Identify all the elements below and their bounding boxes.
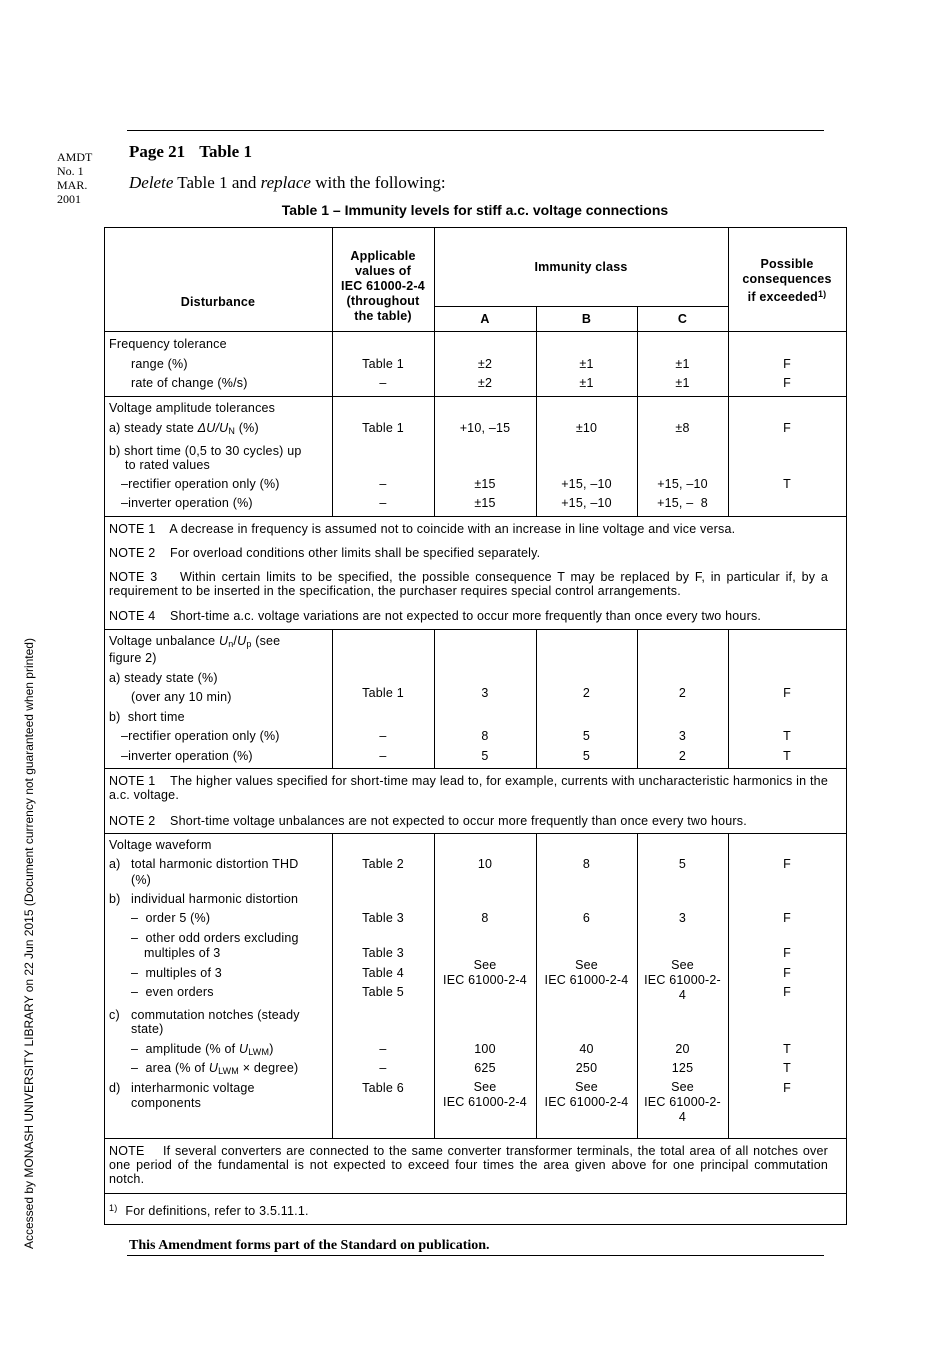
access-note: Accessed by MONASH UNIVERSITY LIBRARY on 22 Jun 2015 (Document currency not guaranteed when printed) [22, 638, 36, 1249]
cell-applicable: – [379, 749, 387, 763]
amdt-line: 2001 [57, 192, 81, 206]
cell-c: +15, – 8 [657, 496, 708, 510]
label-text: ) [269, 1042, 274, 1056]
grid-line [104, 516, 846, 517]
label-symbol: U [239, 1042, 249, 1056]
cell-a [434, 958, 536, 988]
cell-consequence: F [783, 1081, 791, 1095]
instruction-word: replace [260, 173, 311, 192]
footer-rule [127, 1255, 824, 1256]
label-symbol: U [208, 1061, 219, 1075]
note: NOTE 2 Short-time voltage unbalances are not expected to occur more frequently than once every two hours. [109, 814, 747, 828]
label-symbol: U [218, 634, 229, 648]
see-text: IEC 61000-2- [644, 1095, 721, 1109]
grid-line [104, 1138, 846, 1139]
cell-b: +15, –10 [561, 477, 612, 491]
label-subscript: LWM [218, 1066, 240, 1076]
cell-c: 3 [678, 911, 687, 925]
cell-b: ±10 [575, 421, 598, 435]
grid-line [434, 306, 728, 307]
cell-consequence: T [783, 729, 791, 743]
row-label: interharmonic voltage [131, 1081, 255, 1095]
cell-a: ±15 [474, 496, 496, 510]
see-text: See [671, 1080, 694, 1094]
row-label [109, 420, 259, 439]
row-label: commutation notches (steady [131, 1008, 300, 1022]
row-label: individual harmonic distortion [131, 892, 299, 906]
cell-c: ±1 [675, 376, 690, 390]
footer-text: This Amendment forms part of the Standard on publication. [129, 1238, 490, 1253]
header-line: the table) [354, 309, 412, 323]
see-text: IEC 61000-2-4 [544, 973, 629, 987]
see-text: 4 [678, 1110, 687, 1124]
row-label: – multiples of 3 [131, 966, 222, 980]
instruction [129, 173, 446, 193]
col-consequences [728, 257, 846, 305]
see-text: IEC 61000-2-4 [544, 1095, 629, 1109]
cell-c: 5 [678, 857, 687, 871]
item-letter: a) [109, 857, 121, 871]
header-line: IEC 61000-2-4 [341, 279, 425, 293]
row-label: figure 2) [109, 651, 157, 665]
cell-c: +15, –10 [657, 477, 708, 491]
cell-b: 250 [575, 1061, 598, 1075]
page-number: Page 21 [129, 142, 186, 161]
footnote-text: For definitions, refer to 3.5.11.1. [125, 1204, 309, 1218]
cell-b: 5 [582, 729, 591, 743]
row-label: – other odd orders excluding [131, 931, 299, 945]
header-line: (throughout [346, 294, 420, 308]
cell-applicable: Table 4 [362, 966, 404, 980]
cell-a: 100 [474, 1042, 496, 1056]
row-label: –rectifier operation only (%) [121, 729, 280, 743]
cell-applicable: – [379, 1042, 387, 1056]
cell-b [536, 958, 637, 988]
cell-consequence: T [783, 1042, 791, 1056]
item-letter: d) [109, 1081, 121, 1095]
instruction-text: with the following: [310, 173, 446, 192]
cell-applicable: Table 1 [362, 421, 404, 435]
col-immunity-class: Immunity class [534, 260, 628, 274]
cell-b: 6 [582, 911, 591, 925]
cell-consequence: F [783, 686, 791, 700]
label-text: × degree) [239, 1061, 299, 1075]
cell-applicable: Table 1 [362, 357, 404, 371]
note: NOTE 1 The higher values specified for short-time may lead to, for example, currents with uncharacteristic harmonics in the a.c. voltage. [109, 774, 832, 802]
cell-consequence: T [783, 477, 791, 491]
col-applicable [332, 249, 434, 324]
see-text: See [473, 1080, 497, 1094]
cell-applicable: Table 6 [362, 1081, 404, 1095]
label-subscript: LWM [248, 1047, 270, 1057]
col-class-c: C [677, 312, 688, 326]
cell-consequence: F [783, 421, 791, 435]
cell-c: 3 [678, 729, 687, 743]
header-line-text: if exceeded [747, 290, 818, 304]
amdt-line: No. 1 [57, 164, 84, 178]
see-text: See [473, 958, 497, 972]
see-text: IEC 61000-2-4 [443, 1095, 527, 1109]
cell-c: 2 [678, 749, 687, 763]
row-label: range (%) [131, 357, 188, 371]
label-text: / [233, 634, 238, 648]
cell-b: 5 [582, 749, 591, 763]
table-caption: Table 1 – Immunity levels for stiff a.c. voltage connections [281, 202, 669, 218]
label-subscript: n [228, 639, 234, 649]
row-label: to rated values [125, 458, 210, 472]
cell-applicable: – [379, 729, 387, 743]
label-text: – area (% of [131, 1061, 209, 1075]
cell-a: 5 [481, 749, 489, 763]
instruction-word: Delete [129, 173, 174, 192]
header-line: Applicable [350, 249, 416, 263]
note: NOTE 2 For overload conditions other limits shall be specified separately. [109, 546, 541, 560]
footnote-ref: 1) [817, 289, 827, 299]
item-letter: c) [109, 1008, 120, 1022]
cell-a: 3 [481, 686, 489, 700]
col-class-b: B [581, 312, 592, 326]
cell-a: 625 [474, 1061, 496, 1075]
cell-applicable: Table 2 [362, 857, 404, 871]
label-text: a) steady state [109, 421, 198, 435]
cell-c [637, 1080, 728, 1125]
label-subscript: N [228, 426, 236, 436]
cell-applicable: Table 5 [362, 985, 404, 999]
row-label: b) short time (0,5 to 30 cycles) up [109, 444, 302, 458]
grid-line [104, 629, 846, 630]
row-label: – even orders [131, 985, 214, 999]
label-symbol: ΔU/U [197, 421, 229, 435]
cell-b: 40 [579, 1042, 594, 1056]
cell-applicable: – [379, 376, 387, 390]
grid-line [104, 396, 846, 397]
cell-a: 8 [481, 911, 489, 925]
header-line: Possible [760, 257, 814, 271]
table-ref: Table 1 [199, 142, 252, 161]
cell-a: +10, –15 [459, 421, 511, 435]
cell-consequence: F [783, 857, 791, 871]
cell-b: 2 [582, 686, 591, 700]
cell-c: 125 [671, 1061, 694, 1075]
cell-consequence: F [783, 966, 791, 980]
cell-applicable: Table 1 [362, 686, 404, 700]
item-letter: b) [109, 892, 121, 906]
row-label: total harmonic distortion THD [131, 857, 299, 871]
cell-a: ±15 [474, 477, 496, 491]
see-text: See [575, 1080, 598, 1094]
cell-a: 10 [477, 857, 493, 871]
row-label [131, 1060, 298, 1079]
waveform-title: Voltage waveform [109, 838, 212, 852]
cell-consequence: F [783, 946, 791, 960]
row-label: a) steady state (%) [109, 671, 218, 685]
cell-consequence: F [783, 357, 791, 371]
label-text: – amplitude (% of [131, 1042, 240, 1056]
cell-applicable: – [379, 1061, 387, 1075]
freq-title: Frequency tolerance [109, 337, 227, 351]
row-label: (%) [131, 873, 152, 887]
top-rule [127, 130, 824, 131]
cell-consequence: T [783, 749, 791, 763]
grid-line [104, 1193, 846, 1194]
cell-b: +15, –10 [561, 496, 612, 510]
cell-applicable: Table 3 [362, 946, 404, 960]
label-subscript: p [246, 639, 252, 649]
row-label: –rectifier operation only (%) [121, 477, 280, 491]
row-label: – order 5 (%) [131, 911, 211, 925]
note: NOTE 4 Short-time a.c. voltage variations are not expected to occur more frequently than once every two hours. [109, 609, 762, 623]
cell-c: ±8 [675, 421, 690, 435]
amendment-note [57, 150, 92, 206]
label-text: (%) [235, 421, 259, 435]
cell-consequence: F [783, 911, 791, 925]
instruction-text: Table 1 and [173, 173, 261, 192]
cell-applicable: Table 3 [362, 911, 404, 925]
see-text: 4 [678, 988, 687, 1002]
row-label: b) short time [109, 710, 185, 724]
see-text: IEC 61000-2-4 [443, 973, 527, 987]
see-text: See [575, 958, 598, 972]
grid-line [104, 833, 846, 834]
row-label: –inverter operation (%) [121, 496, 253, 510]
footnote [109, 1200, 309, 1219]
row-label: multiples of 3 [144, 946, 221, 960]
cell-b: 8 [582, 857, 591, 871]
label-text: Voltage unbalance [109, 634, 219, 648]
note: NOTE 1 A decrease in frequency is assumed not to coincide with an increase in line voltage and vice versa. [109, 522, 736, 536]
amdt-line: MAR. [57, 178, 88, 192]
cell-c [637, 958, 728, 1003]
label-symbol: U [237, 634, 247, 648]
grid-line [104, 331, 846, 332]
voltage-title: Voltage amplitude tolerances [109, 401, 276, 415]
cell-b: ±1 [579, 376, 594, 390]
row-label: rate of change (%/s) [131, 376, 248, 390]
note: NOTE If several converters are connected to the same converter transformer terminals, the total area of all notches over one period of the fundamental is not expected to exceed four times the area given above for one principal commutation notch. [109, 1144, 832, 1186]
cell-b [536, 1080, 637, 1110]
cell-c: 20 [675, 1042, 690, 1056]
see-text: See [671, 958, 694, 972]
header-line: consequences [742, 272, 832, 286]
label-text: (see [251, 634, 281, 648]
cell-consequence: F [783, 985, 791, 999]
col-disturbance: Disturbance [180, 295, 256, 309]
grid-line [104, 768, 846, 769]
cell-consequence: T [783, 1061, 791, 1075]
cell-a [434, 1080, 536, 1110]
cell-a: ±2 [477, 357, 493, 371]
cell-applicable: – [379, 477, 387, 491]
row-label: components [131, 1096, 202, 1110]
row-label: –inverter operation (%) [121, 749, 253, 763]
footnote-mark: 1) [109, 1203, 118, 1213]
row-label: state) [131, 1022, 164, 1036]
note: NOTE 3 Within certain limits to be specified, the possible consequence T may be replaced by F, in particular if, by a requirement to be inserted in the specification, the purchaser requires special control arrangements. [109, 570, 832, 598]
see-text: IEC 61000-2- [644, 973, 721, 987]
cell-a: ±2 [477, 376, 493, 390]
cell-b: ±1 [579, 357, 594, 371]
cell-c: 2 [678, 686, 687, 700]
cell-consequence: F [783, 376, 791, 390]
amdt-line: AMDT [57, 150, 93, 164]
cell-applicable: – [379, 496, 387, 510]
cell-c: ±1 [675, 357, 690, 371]
header-line [728, 287, 846, 305]
page-heading [129, 142, 266, 162]
row-label: (over any 10 min) [131, 690, 232, 704]
col-class-a: A [480, 312, 490, 326]
header-line: values of [355, 264, 411, 278]
row-label [131, 1041, 274, 1060]
cell-a: 8 [481, 729, 489, 743]
